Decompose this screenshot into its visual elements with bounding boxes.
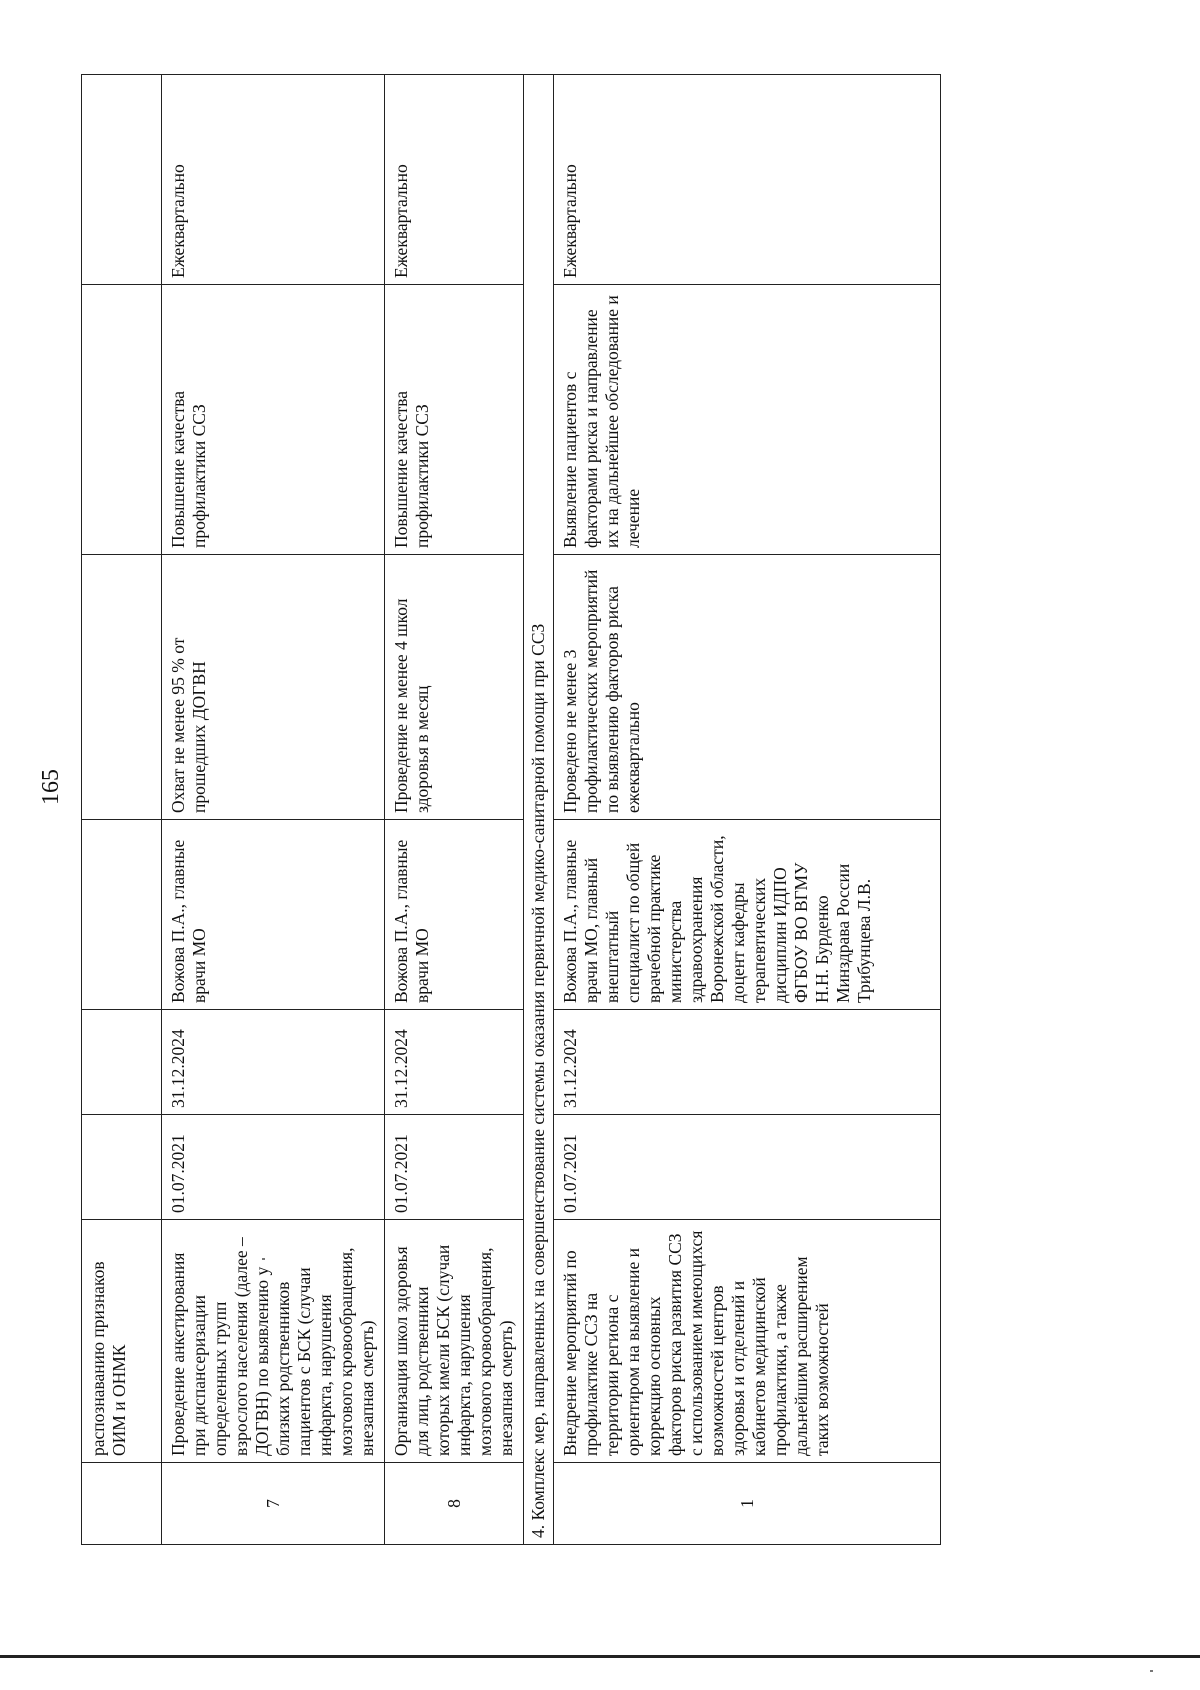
frequency-cell xyxy=(82,75,162,285)
table-row xyxy=(554,75,941,1545)
table-row xyxy=(82,75,162,1545)
responsible-cell: Вожова П.А., главные врачи МО, главный внештатный специалист по общей врачебной практике министерства здравоохранения Воронежской области, доцент кафедры терапевтических дисциплин ИДПО ФГБОУ ВО ВГМУ Н.Н. Бурденко Минздрава России Трибунцева Л.В. xyxy=(554,820,941,1010)
end-cell: 31.12.2024 xyxy=(385,1010,524,1115)
responsible-cell: Вожова П.А., главные врачи МО xyxy=(385,820,524,1010)
num-cell: 8 xyxy=(385,1463,524,1545)
table-row xyxy=(385,75,524,1545)
scan-speck xyxy=(1150,1670,1153,1672)
result-cell: Выявление пациентов с факторами риска и направление их на дальнейшее обследование и лечение xyxy=(554,285,941,555)
activity-cell: Внедрение мероприятий по профилактике ССЗ на территории региона с ориентиром на выявление и коррекцию основных факторов риска развития ССЗ с использованием имеющихся возможностей центров здоровья и отделений и кабинетов медицинской профилактики, а также дальнейшим расширением таких возможностей xyxy=(554,1220,941,1463)
indicator-cell: Проведено не менее 3 профилактических мероприятий по выявлению факторов риска ежеквартально xyxy=(554,555,941,820)
result-cell: Повышение качества профилактики ССЗ xyxy=(162,285,385,555)
frequency-cell: Ежеквартально xyxy=(385,75,524,285)
num-cell xyxy=(82,1463,162,1545)
responsible-cell xyxy=(82,820,162,1010)
scan-edge-line xyxy=(0,1655,1200,1658)
responsible-cell: Вожова П.А., главные врачи МО xyxy=(162,820,385,1010)
rotated-table-container xyxy=(81,75,941,1545)
num-cell: 7 xyxy=(162,1463,385,1545)
end-cell: 31.12.2024 xyxy=(554,1010,941,1115)
result-cell xyxy=(82,285,162,555)
measures-table xyxy=(81,74,941,1545)
activity-cell: Организация школ здоровья для лиц, родственники которых имели БСК (случаи инфаркта, нарушения мозгового кровообращения, внезапная смерть) xyxy=(385,1220,524,1463)
end-cell: 31.12.2024 xyxy=(162,1010,385,1115)
table-row xyxy=(162,75,385,1545)
end-cell xyxy=(82,1010,162,1115)
frequency-cell: Ежеквартально xyxy=(554,75,941,285)
indicator-cell: Охват не менее 95 % от прошедших ДОГВН xyxy=(162,555,385,820)
scan-speck xyxy=(262,1258,265,1260)
num-cell: 1 xyxy=(554,1463,941,1545)
section-heading: 4. Комплекс мер, направленных на совершенствование системы оказания первичной медико-санитарной помощи при ССЗ xyxy=(524,75,554,1545)
indicator-cell: Проведение не менее 4 школ здоровья в месяц xyxy=(385,555,524,820)
activity-cell: Проведение анкетирования при диспансеризации определенных групп взрослого населения (далее – ДОГВН) по выявлению у близких родственников пациентов с БСК (случаи инфаркта, нарушения мозгового кровообращения, внезапная смерть) xyxy=(162,1220,385,1463)
start-cell: 01.07.2021 xyxy=(385,1115,524,1220)
start-cell: 01.07.2021 xyxy=(162,1115,385,1220)
start-cell xyxy=(82,1115,162,1220)
indicator-cell xyxy=(82,555,162,820)
activity-cell: распознаванию признаков ОИМ и ОНМК xyxy=(82,1220,162,1463)
start-cell: 01.07.2021 xyxy=(554,1115,941,1220)
result-cell: Повышение качества профилактики ССЗ xyxy=(385,285,524,555)
frequency-cell: Ежеквартально xyxy=(162,75,385,285)
page-number: 165 xyxy=(38,769,64,805)
section-row xyxy=(524,75,554,1545)
